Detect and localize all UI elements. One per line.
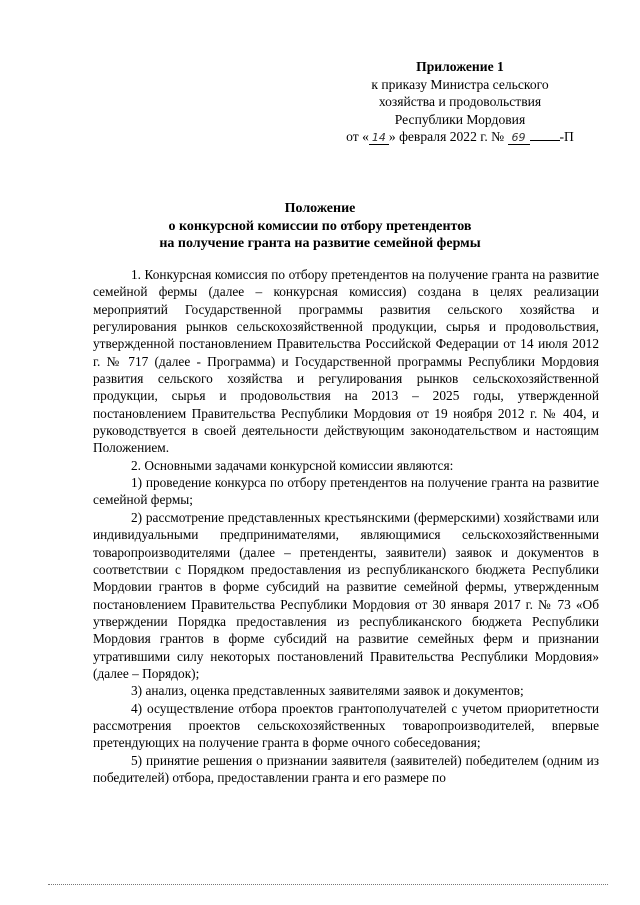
appendix-line-2: хозяйства и продовольствия xyxy=(378,94,542,109)
document-body xyxy=(93,266,599,786)
heading-line-1: Положение xyxy=(284,201,356,216)
handwritten-order-number: 69 xyxy=(508,131,530,145)
appendix-date-line xyxy=(320,128,600,146)
paragraph-2-item-3: 3) анализ, оценка представленных заявителями заявок и документов; xyxy=(131,683,524,699)
paragraph-2-item-4: 4) осуществление отбора проектов грантополучателей с учетом приоритетности рассмотрения проектов сельскохозяйственных товаропроизводителей, впервые претендующих на получение гранта в форме очного собеседования; xyxy=(93,700,599,751)
paragraph-1: 1. Конкурсная комиссия по отбору претендентов на получение гранта на развитие семейной фермы (далее – конкурсная комиссия) создана в целях реализации мероприятий Государственной программы развития сельского хозяйства и регулирования рынков сельскохозяйственной продукции, сырья и продовольствия, утвержденной постановлением Правительства Российской Федерации от 14 июля 2012 г. № 717 (далее - Программа) и Государственной программы Республики Мордовия развития сельского хозяйства и регулирования рынков сельскохозяйственной продукции, сырья и продовольствия на 2013 – 2025 годы, утвержденной постановлением Правительства Республики Мордовия от 19 ноября 2012 г. № 404, и руководствуется в своей деятельности действующим законодательством и настоящим Положением. xyxy=(93,267,599,456)
paragraph-2-item-1: 1) проведение конкурса по отбору претендентов на получение гранта на развитие семейной фермы; xyxy=(93,475,599,508)
appendix-block xyxy=(320,58,600,146)
date-suffix: -П xyxy=(559,129,574,144)
appendix-line-3: Республики Мордовия xyxy=(394,111,526,127)
paragraph-2: 2. Основными задачами конкурсной комиссии являются: xyxy=(131,457,454,473)
heading-line-3: на получение гранта на развитие семейной фермы xyxy=(159,236,481,252)
page-bottom-rule xyxy=(48,884,608,885)
paragraph-2-item-2: 2) рассмотрение представленных крестьянскими (фермерскими) хозяйствами или индивидуальными предпринимателями, являющимися сельскохозяйственными товаропроизводителями (далее – претенденты, заявители) заявок и документов в соответствии с Порядком предоставления из республиканского бюджета Республики Мордовии грантов в форме субсидий на развитие семейной фермы, утвержденным постановлением Правительства Республики Мордовия от 30 января 2017 г. № 73 «Об утверждении Порядка предоставления из республиканского бюджета Республики Мордовия грантов в форме субсидий на развитие семейных ферм и признании утратившими силу некоторых постановлений Правительства Республики Мордовия» (далее – Порядок); xyxy=(93,509,599,681)
handwritten-day: 14 xyxy=(369,131,389,145)
order-number-blank xyxy=(530,128,560,141)
document-heading xyxy=(40,200,600,253)
appendix-line-1: к приказу Министра сельского xyxy=(371,76,549,92)
heading-line-2: о конкурсной комиссии по отбору претендентов xyxy=(168,218,472,234)
date-prefix: от « xyxy=(346,129,369,144)
date-mid: » февраля 2022 г. № xyxy=(388,129,505,144)
paragraph-2-item-5: 5) принятие решения о признании заявителя (заявителей) победителем (одним из победителей) отбора, предоставлении гранта и его размере по xyxy=(93,752,599,785)
appendix-title: Приложение 1 xyxy=(416,59,504,74)
